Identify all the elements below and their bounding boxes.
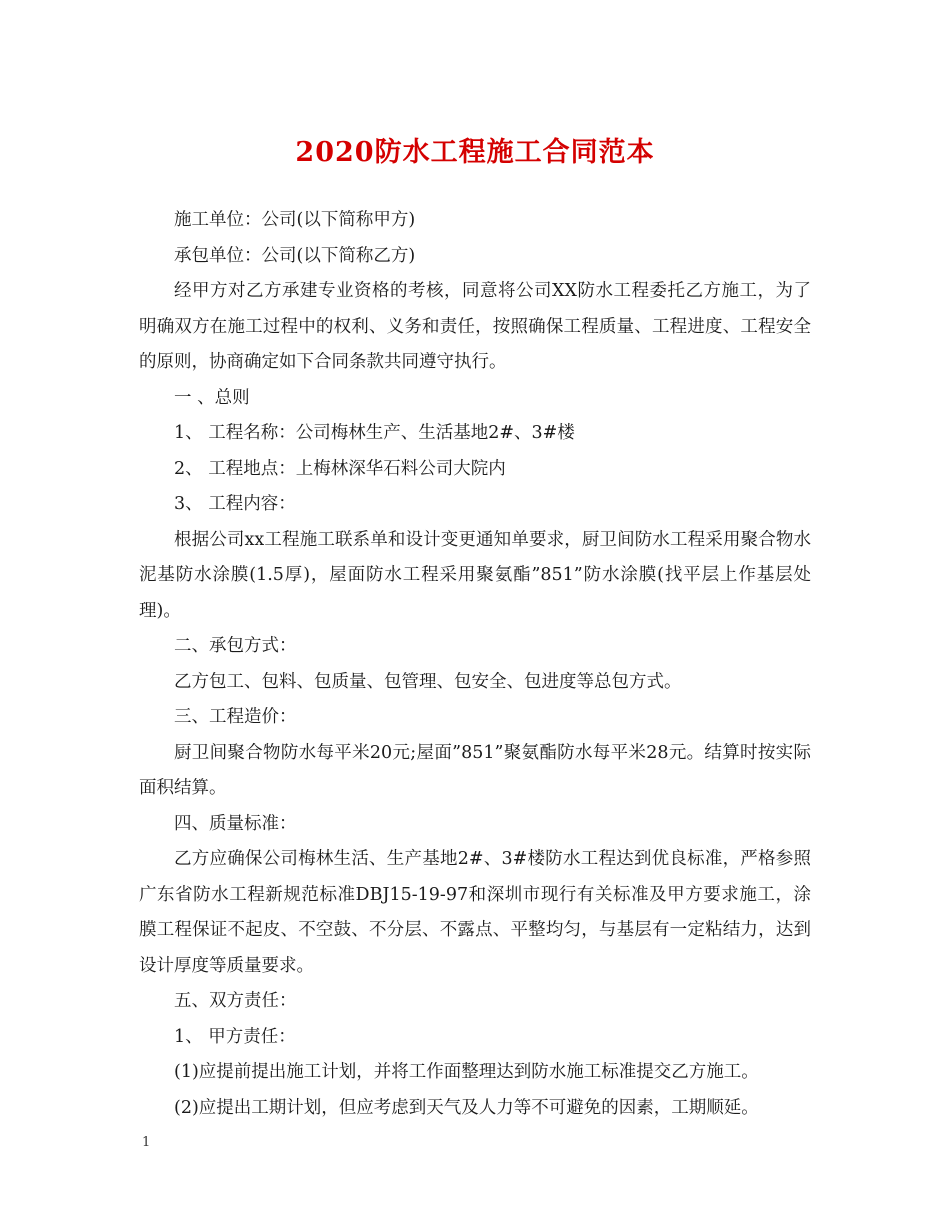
document-body (139, 203, 811, 1126)
section-heading-responsibilities: 五、双方责任： (174, 991, 297, 1011)
paragraph-construction-unit: 施工单位：公司(以下简称甲方) (174, 210, 416, 230)
section-heading-contract-method: 二、承包方式： (174, 636, 297, 656)
paragraph-project-content: 根据公司xx工程施工联系单和设计变更通知单要求，厨卫间防水工程采用聚合物水泥基防水涂膜(1.5厚)，屋面防水工程采用聚氨酯”851”防水涂膜(找平层上作基层处理)。 (139, 529, 811, 621)
section-heading-project-cost: 三、工程造价： (174, 707, 297, 727)
paragraph-quality-standard: 乙方应确保公司梅林生活、生产基地2#、3#楼防水工程达到优良标准，严格参照广东省防水工程新规范标准DBJ15-19-97和深圳市现行有关标准及甲方要求施工，涂膜工程保证不起皮、不空鼓、不分层、不露点、平整均匀，与基层有一定粘结力，达到设计厚度等质量要求。 (139, 849, 811, 976)
paragraph-contractor-unit: 承包单位：公司(以下简称乙方) (174, 245, 416, 266)
section-heading-quality-standard: 四、质量标准： (174, 813, 297, 834)
item-party-a-responsibility: 1、 甲方责任： (174, 1026, 296, 1047)
clause-party-a-2: (2)应提出工期计划，但应考虑到天气及人力等不可避免的因素，工期顺延。 (174, 1097, 759, 1118)
paragraph-project-cost: 厨卫间聚合物防水每平米20元;屋面”851”聚氨酯防水每平米28元。结算时按实际面积结算。 (139, 742, 811, 798)
item-project-name: 1、 工程名称：公司梅林生产、生活基地2#、3#楼 (174, 423, 575, 443)
paragraph-intro: 经甲方对乙方承建专业资格的考核，同意将公司XX防水工程委托乙方施工，为了明确双方在施工过程中的权利、义务和责任，按照确保工程质量、工程进度、工程安全的原则，协商确定如下合同条款共同遵守执行。 (139, 281, 811, 372)
document-title: 2020防水工程施工合同范本 (295, 137, 655, 168)
paragraph-contract-method: 乙方包工、包料、包质量、包管理、包安全、包进度等总包方式。 (174, 671, 682, 692)
clause-party-a-1: (1)应提前提出施工计划，并将工作面整理达到防水施工标准提交乙方施工。 (174, 1062, 759, 1082)
section-heading-general: 一 、总则 (174, 387, 250, 408)
page-number: 1 (142, 1135, 151, 1150)
item-project-content: 3、 工程内容： (174, 494, 296, 514)
item-project-location: 2、 工程地点：上梅林深华石料公司大院内 (174, 458, 506, 479)
